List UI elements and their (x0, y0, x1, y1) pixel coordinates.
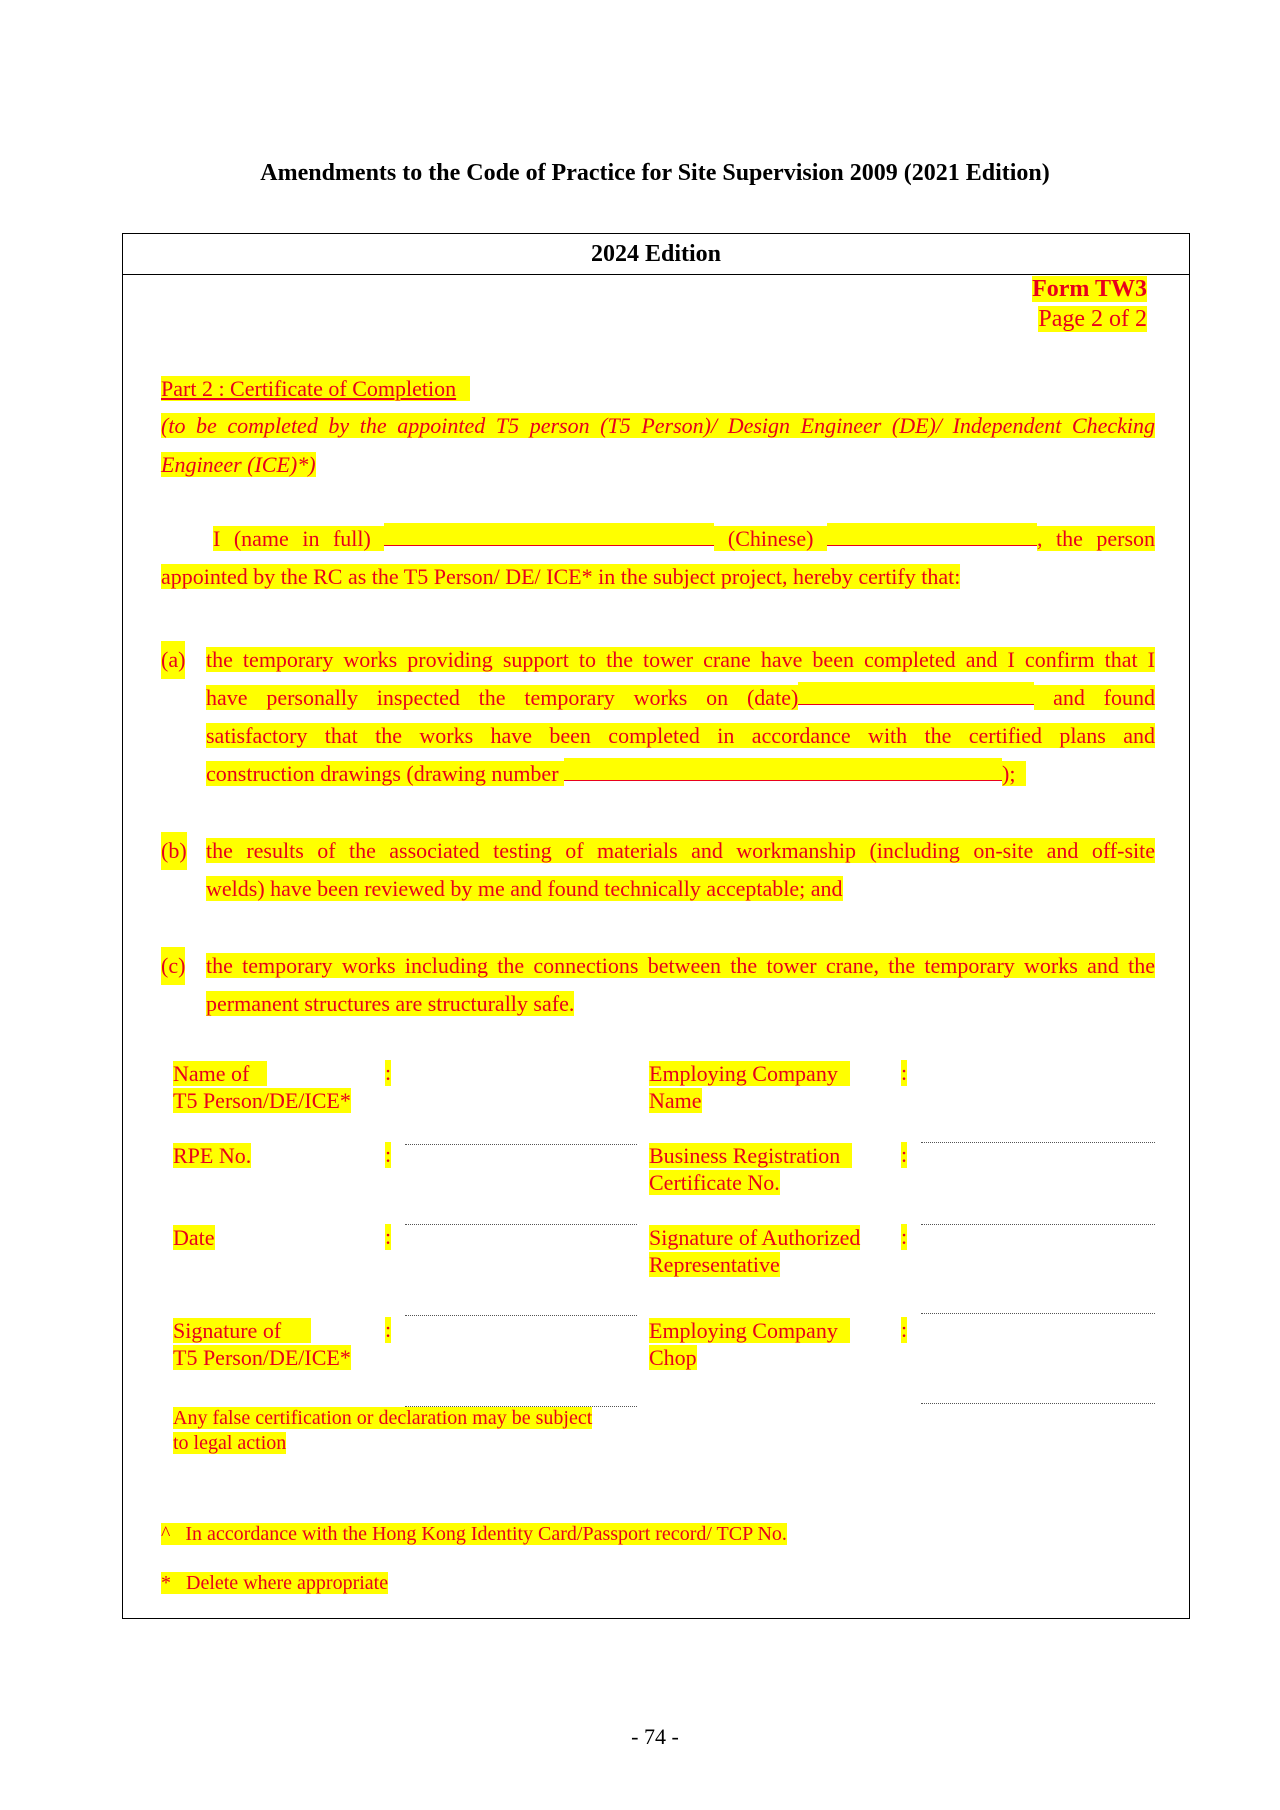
part-subtitle (161, 406, 1155, 484)
date-label: Date (173, 1225, 215, 1250)
item-a-line-1: the temporary works providing support to the tower crane have been completed and I confirm that I (206, 647, 1155, 672)
part-title: Part 2 : Certificate of Completion (161, 370, 470, 408)
declaration-line-2: appointed by the RC as the T5 Person/ DE/ ICE* in the subject project, hereby certify that: (161, 564, 961, 589)
date-colon: : (385, 1224, 392, 1249)
subtitle-line-2: Engineer (ICE)*) (161, 452, 316, 477)
brc-line[interactable] (921, 1224, 1155, 1225)
name-colon: : (385, 1060, 392, 1085)
date-line[interactable] (405, 1315, 637, 1316)
item-a-line-2-post: and found (1053, 685, 1155, 710)
declaration (161, 520, 1155, 596)
document-title: Amendments to the Code of Practice for Site Supervision 2009 (2021 Edition) (260, 160, 1050, 186)
edition-header: 2024 Edition (123, 234, 1189, 275)
chinese-name-field[interactable] (827, 523, 1037, 546)
rpe-colon: : (385, 1142, 392, 1167)
declaration-suffix: , the person (1036, 526, 1156, 551)
chinese-label: (Chinese) (727, 526, 814, 551)
auth-signature-line[interactable] (921, 1313, 1155, 1314)
footnote-id (161, 1523, 787, 1546)
company-name-line[interactable] (921, 1142, 1155, 1143)
signature-colon: : (385, 1317, 392, 1342)
item-c-label: (c) (161, 947, 185, 985)
item-c-line-1: the temporary works including the connections between the tower crane, the temporary works and the (206, 953, 1155, 978)
warning-note: Any false certification or declaration may be subject to legal action (173, 1407, 593, 1454)
star-text: Delete where appropriate (186, 1572, 389, 1594)
item-a-line-2-pre: have personally inspected the temporary works on (date) (206, 685, 799, 710)
page-number: - 74 - (631, 1724, 679, 1749)
item-b-label: (b) (161, 832, 187, 870)
item-a-label: (a) (161, 641, 185, 679)
form-number: Form TW3 (1032, 276, 1147, 302)
auth-signature-label: Signature of Authorized Representative (649, 1225, 861, 1277)
company-name-label: Employing Company Name (649, 1060, 850, 1114)
caret-symbol: ^ (161, 1523, 171, 1545)
item-a-line-4-pre: construction drawings (drawing number (206, 761, 559, 786)
form-number-block (1032, 274, 1147, 334)
brc-colon: : (901, 1142, 908, 1167)
drawing-number-field[interactable] (564, 758, 1002, 781)
subtitle-line-1: (to be completed by the appointed T5 person (T5 Person)/ Design Engineer (DE)/ Independent Checking (161, 413, 1155, 438)
company-chop-line[interactable] (921, 1403, 1155, 1404)
page-indicator: Page 2 of 2 (1038, 306, 1147, 332)
rpe-line[interactable] (405, 1224, 637, 1225)
name-full-field[interactable] (384, 523, 714, 546)
name-prefix: I (name in full) (213, 526, 371, 551)
item-c-line-2: permanent structures are structurally safe. (206, 991, 575, 1016)
item-b-line-1: the results of the associated testing of materials and workmanship (including on-site and off-site (206, 838, 1155, 863)
signature-label: Signature of T5 Person/DE/ICE* (173, 1318, 351, 1370)
item-b-line-2: welds) have been reviewed by me and found technically acceptable; and (206, 876, 843, 901)
auth-signature-colon: : (901, 1224, 908, 1249)
rpe-label: RPE No. (173, 1143, 252, 1168)
name-line[interactable] (405, 1144, 637, 1145)
form-box (122, 233, 1190, 1619)
name-label: Name of T5 Person/DE/ICE* (173, 1061, 351, 1113)
caret-text: In accordance with the Hong Kong Identity Card/Passport record/ TCP No. (185, 1523, 787, 1545)
date-field[interactable] (798, 682, 1034, 705)
star-symbol: * (161, 1572, 171, 1594)
item-a-line-3: satisfactory that the works have been completed in accordance with the certified plans and (206, 723, 1155, 748)
company-chop-label: Employing Company Chop (649, 1317, 850, 1371)
footnote-delete (161, 1572, 388, 1595)
item-a-line-4-post: ); (1002, 761, 1016, 786)
company-name-colon: : (901, 1060, 908, 1085)
company-chop-colon: : (901, 1317, 908, 1342)
brc-label: Business Registration Certificate No. (649, 1142, 852, 1196)
